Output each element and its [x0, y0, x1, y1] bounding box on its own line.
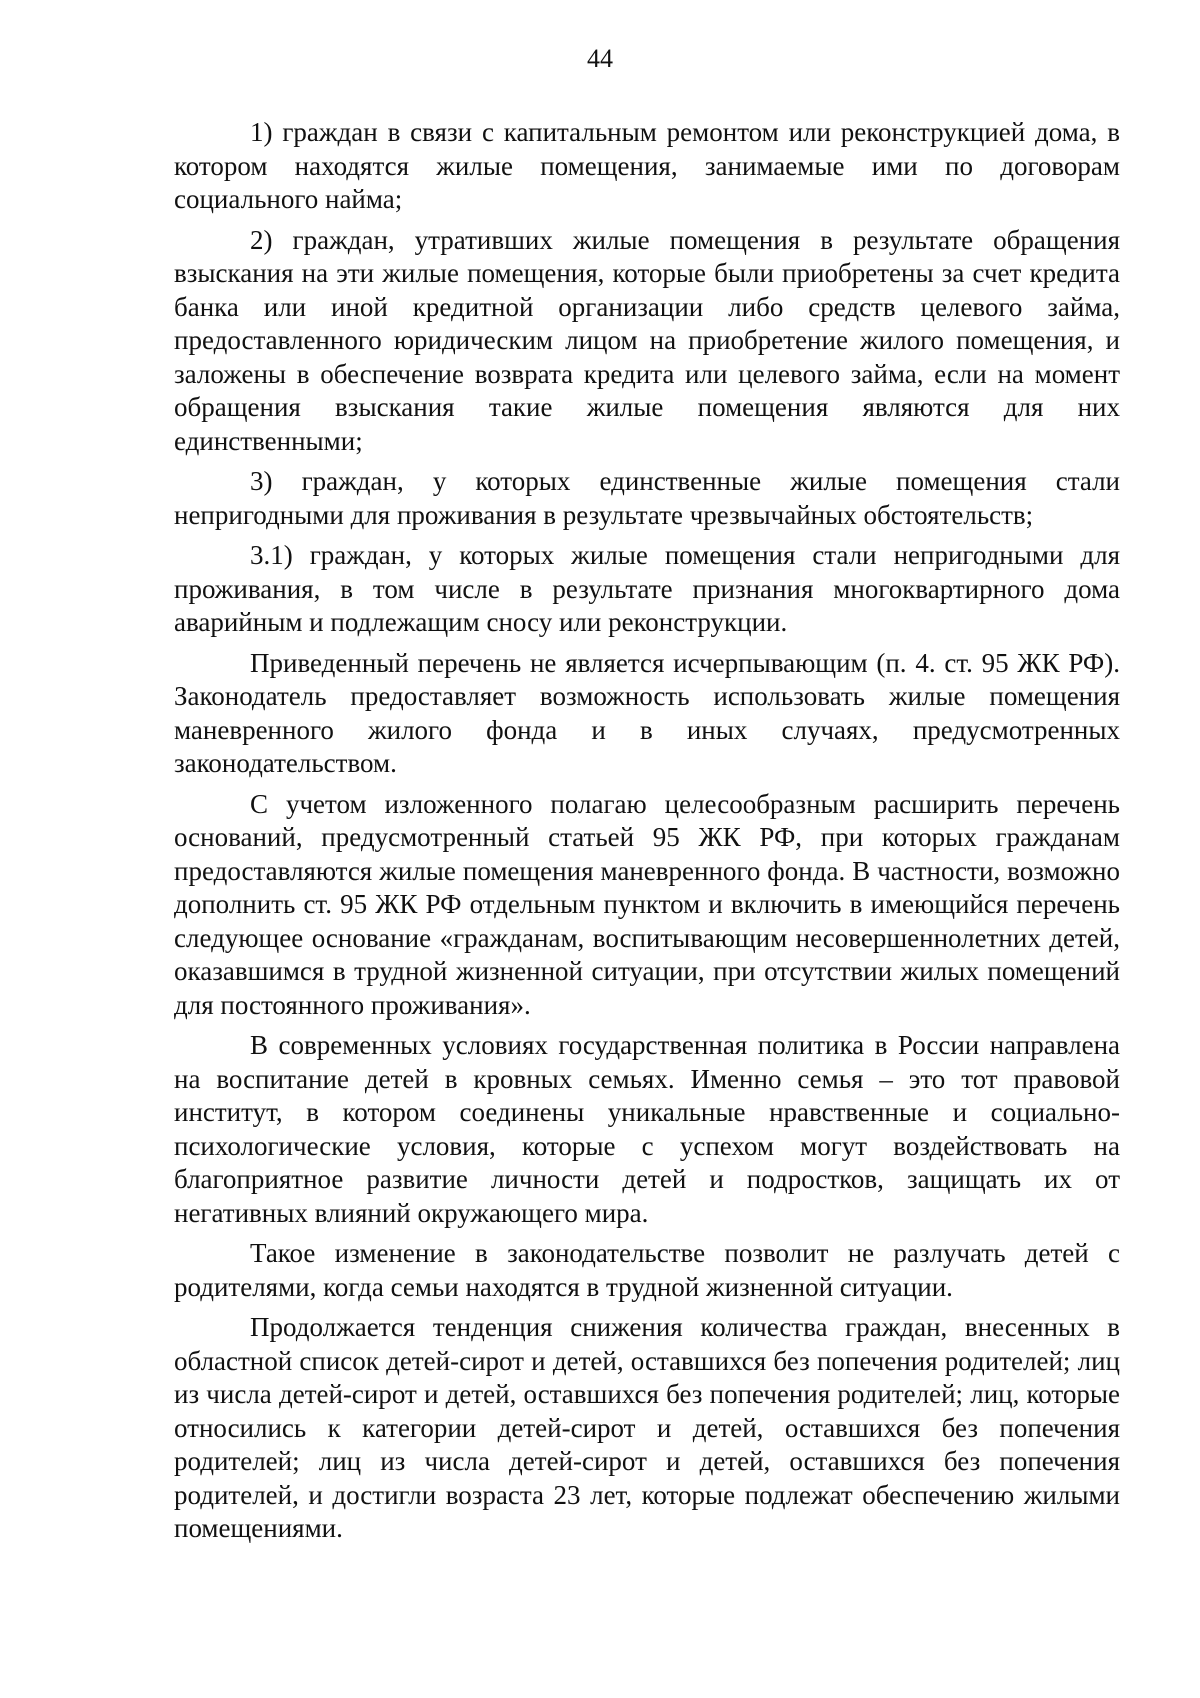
paragraph-item-3-1: 3.1) граждан, у которых жилые помещения стали непригодными для проживания, в том числе в результате признания многоквартирного дома аварийным и подлежащим сносу или реконструкции. [174, 540, 1120, 637]
paragraph-change-effect: Такое изменение в законодательстве позволит не разлучать детей с родителями, когда семьи находятся в трудной жизненной ситуации. [174, 1238, 1120, 1302]
body-text [174, 116, 1120, 1553]
page-number: 44 [587, 44, 613, 73]
paragraph-item-3: 3) граждан, у которых единственные жилые помещения стали непригодными для проживания в результате чрезвычайных обстоятельств; [174, 466, 1120, 530]
paragraph-state-policy: В современных условиях государственная политика в России направлена на воспитание детей в кровных семьях. Именно семья – это тот правовой институт, в котором соединены уникальные нравственные и социально-психологические условия, которые с успехом могут воздействовать на благоприятное развитие личности детей и подростков, защищать их от негативных влияний окружающего мира. [174, 1030, 1120, 1228]
paragraph-item-1: 1) граждан в связи с капитальным ремонтом или реконструкцией дома, в котором находятся жилые помещения, занимаемые ими по договорам социального найма; [174, 117, 1120, 214]
paragraph-list-not-exhaustive: Приведенный перечень не является исчерпывающим (п. 4. ст. 95 ЖК РФ). Законодатель предоставляет возможность использовать жилые помещения маневренного жилого фонда и в иных случаях, предусмотренных законодательством. [174, 647, 1120, 778]
paragraph-orphans-trend: Продолжается тенденция снижения количества граждан, внесенных в областной список детей-сирот и детей, оставшихся без попечения родителей; лиц из числа детей-сирот и детей, оставшихся без попечения родителей; лиц, которые относились к категории детей-сирот и детей, оставшихся без попечения родителей; лиц из числа детей-сирот и детей, оставшихся без попечения родителей, и достигли возраста 23 лет, которые подлежат обеспечению жилыми помещениями. [174, 1312, 1120, 1543]
paragraph-item-2: 2) граждан, утративших жилые помещения в результате обращения взыскания на эти жилые помещения, которые были приобретены за счет кредита банка или иной кредитной организации либо средств целевого займа, предоставленного юридическим лицом на приобретение жилого помещения, и заложены в обеспечение возврата кредита или целевого займа, если на момент обращения взыскания такие жилые помещения являются для них единственными; [174, 224, 1120, 456]
paragraph-proposal: С учетом изложенного полагаю целесообразным расширить перечень оснований, предусмотренный статьей 95 ЖК РФ, при которых гражданам предоставляются жилые помещения маневренного фонда. В частности, возможно дополнить ст. 95 ЖК РФ отдельным пунктом и включить в имеющийся перечень следующее основание «гражданам, воспитывающим несовершеннолетних детей, оказавшимся в трудной жизненной ситуации, при отсутствии жилых помещений для постоянного проживания». [174, 788, 1120, 1020]
